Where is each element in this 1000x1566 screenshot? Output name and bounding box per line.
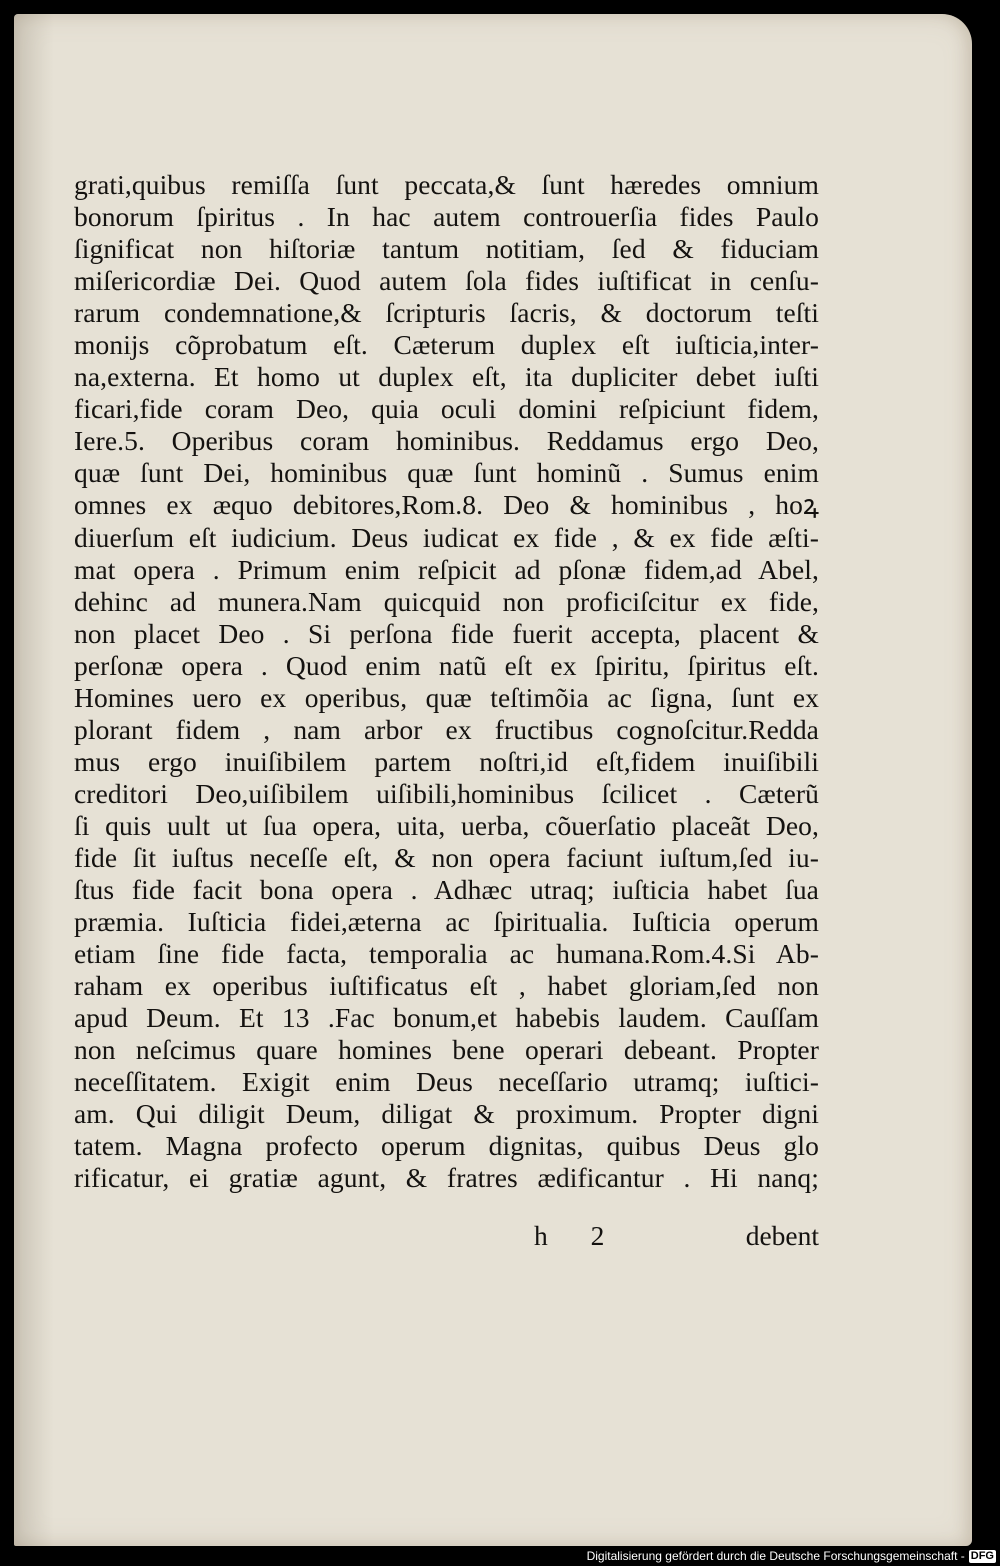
text-line: na,externa. Et homo ut duplex eſt, ita dupliciter debet iuſti (74, 361, 819, 393)
text-line: apud Deum. Et 13 .Fac bonum,et habebis laudem. Cauſſam (74, 1002, 819, 1034)
text-line: mat opera . Primum enim reſpicit ad pſonæ fidem,ad Abel, (74, 553, 819, 585)
catchword: debent (745, 1220, 819, 1251)
text-line: ficari,fide coram Deo, quia oculi domini reſpiciunt fidem, (74, 393, 819, 425)
text-line: plorant fidem , nam arbor ex fructibus cognoſcitur.Redda (74, 713, 819, 745)
text-line: etiam ſine fide facta, temporalia ac humana.Rom.4.Si Ab- (74, 938, 819, 970)
text-line: ſtus fide facit bona opera . Adhæc utraq; iuſticia habet ſua (74, 874, 819, 906)
text-line: Homines uero ex operibus, quæ teſtimõia ac ſigna, ſunt ex (74, 681, 819, 713)
text-line: monijs cõprobatum eſt. Cæterum duplex eſt iuſticia,inter- (74, 329, 819, 361)
text-line: miſericordiæ Dei. Quod autem ſola fides iuſtificat in cenſu- (74, 265, 819, 297)
signature-mark: h 2 (534, 1220, 623, 1251)
text-line: rarum condemnatione,& ſcripturis ſacris, & doctorum teſti (74, 297, 819, 329)
page-text (74, 169, 819, 1195)
text-line: am. Qui diligit Deum, diligat & proximum. Propter digni (74, 1098, 819, 1130)
text-line: perſonæ opera . Quod enim natũ eſt ex ſpiritu, ſpiritus eſt. (74, 649, 819, 681)
text-line: neceſſitatem. Exigit enim Deus neceſſario utramq; iuſtici- (74, 1066, 819, 1098)
text-line: creditori Deo,uiſibilem uiſibili,hominibus ſcilicet . Cæterũ (74, 777, 819, 809)
text-line: mus ergo inuiſibilem partem noſtri,id eſt,fidem inuiſibili (74, 745, 819, 777)
text-line: non placet Deo . Si perſona fide fuerit accepta, placent & (74, 617, 819, 649)
text-line: bonorum ſpiritus . In hac autem controuerſia fides Paulo (74, 201, 819, 233)
page-footer (74, 1220, 819, 1252)
text-line: raham ex operibus iuſtificatus eſt , habet gloriam,ſed non (74, 970, 819, 1002)
text-line: præmia. Iuſticia fidei,æterna ac ſpiritualia. Iuſticia operum (74, 906, 819, 938)
dfg-logo: DFG (970, 1549, 994, 1562)
text-line: non neſcimus quare homines bene operari debeant. Propter (74, 1034, 819, 1066)
text-line: rificatur, ei gratiæ agunt, & fratres ædificantur . Hi nanq; (74, 1162, 819, 1194)
text-line: ſignificat non hiſtoriæ tantum notitiam, ſed & fiduciam (74, 233, 819, 265)
text-line: fide ſit iuſtus neceſſe eſt, & non opera faciunt iuſtum,ſed iu- (74, 841, 819, 873)
credit-text: Digitalisierung gefördert durch die Deutsche Forschungsgemeinschaft - (586, 1549, 965, 1563)
book-page (14, 14, 972, 1546)
text-line: grati,quibus remiſſa ſunt peccata,& ſunt hæredes omnium (74, 169, 819, 200)
text-line: quæ ſunt Dei, hominibus quæ ſunt hominũ . Sumus enim (74, 457, 819, 489)
text-line: diuerſum eſt iudicium. Deus iudicat ex fide , & ex fide æſti- (74, 521, 819, 553)
digitization-credit (587, 1549, 996, 1563)
text-line: Iere.5. Operibus coram hominibus. Reddamus ergo Deo, (74, 425, 819, 457)
text-line: tatem. Magna profecto operum dignitas, quibus Deus glo (74, 1130, 819, 1162)
text-line: dehinc ad munera.Nam quicquid non proficiſcitur ex fide, (74, 585, 819, 617)
text-line: ſi quis uult ut ſua opera, uita, uerba, cõuerſatio placeãt Deo, (74, 809, 819, 841)
text-line: omnes ex æquo debitores,Rom.8. Deo & hominibus , hoꝝ (74, 489, 819, 521)
